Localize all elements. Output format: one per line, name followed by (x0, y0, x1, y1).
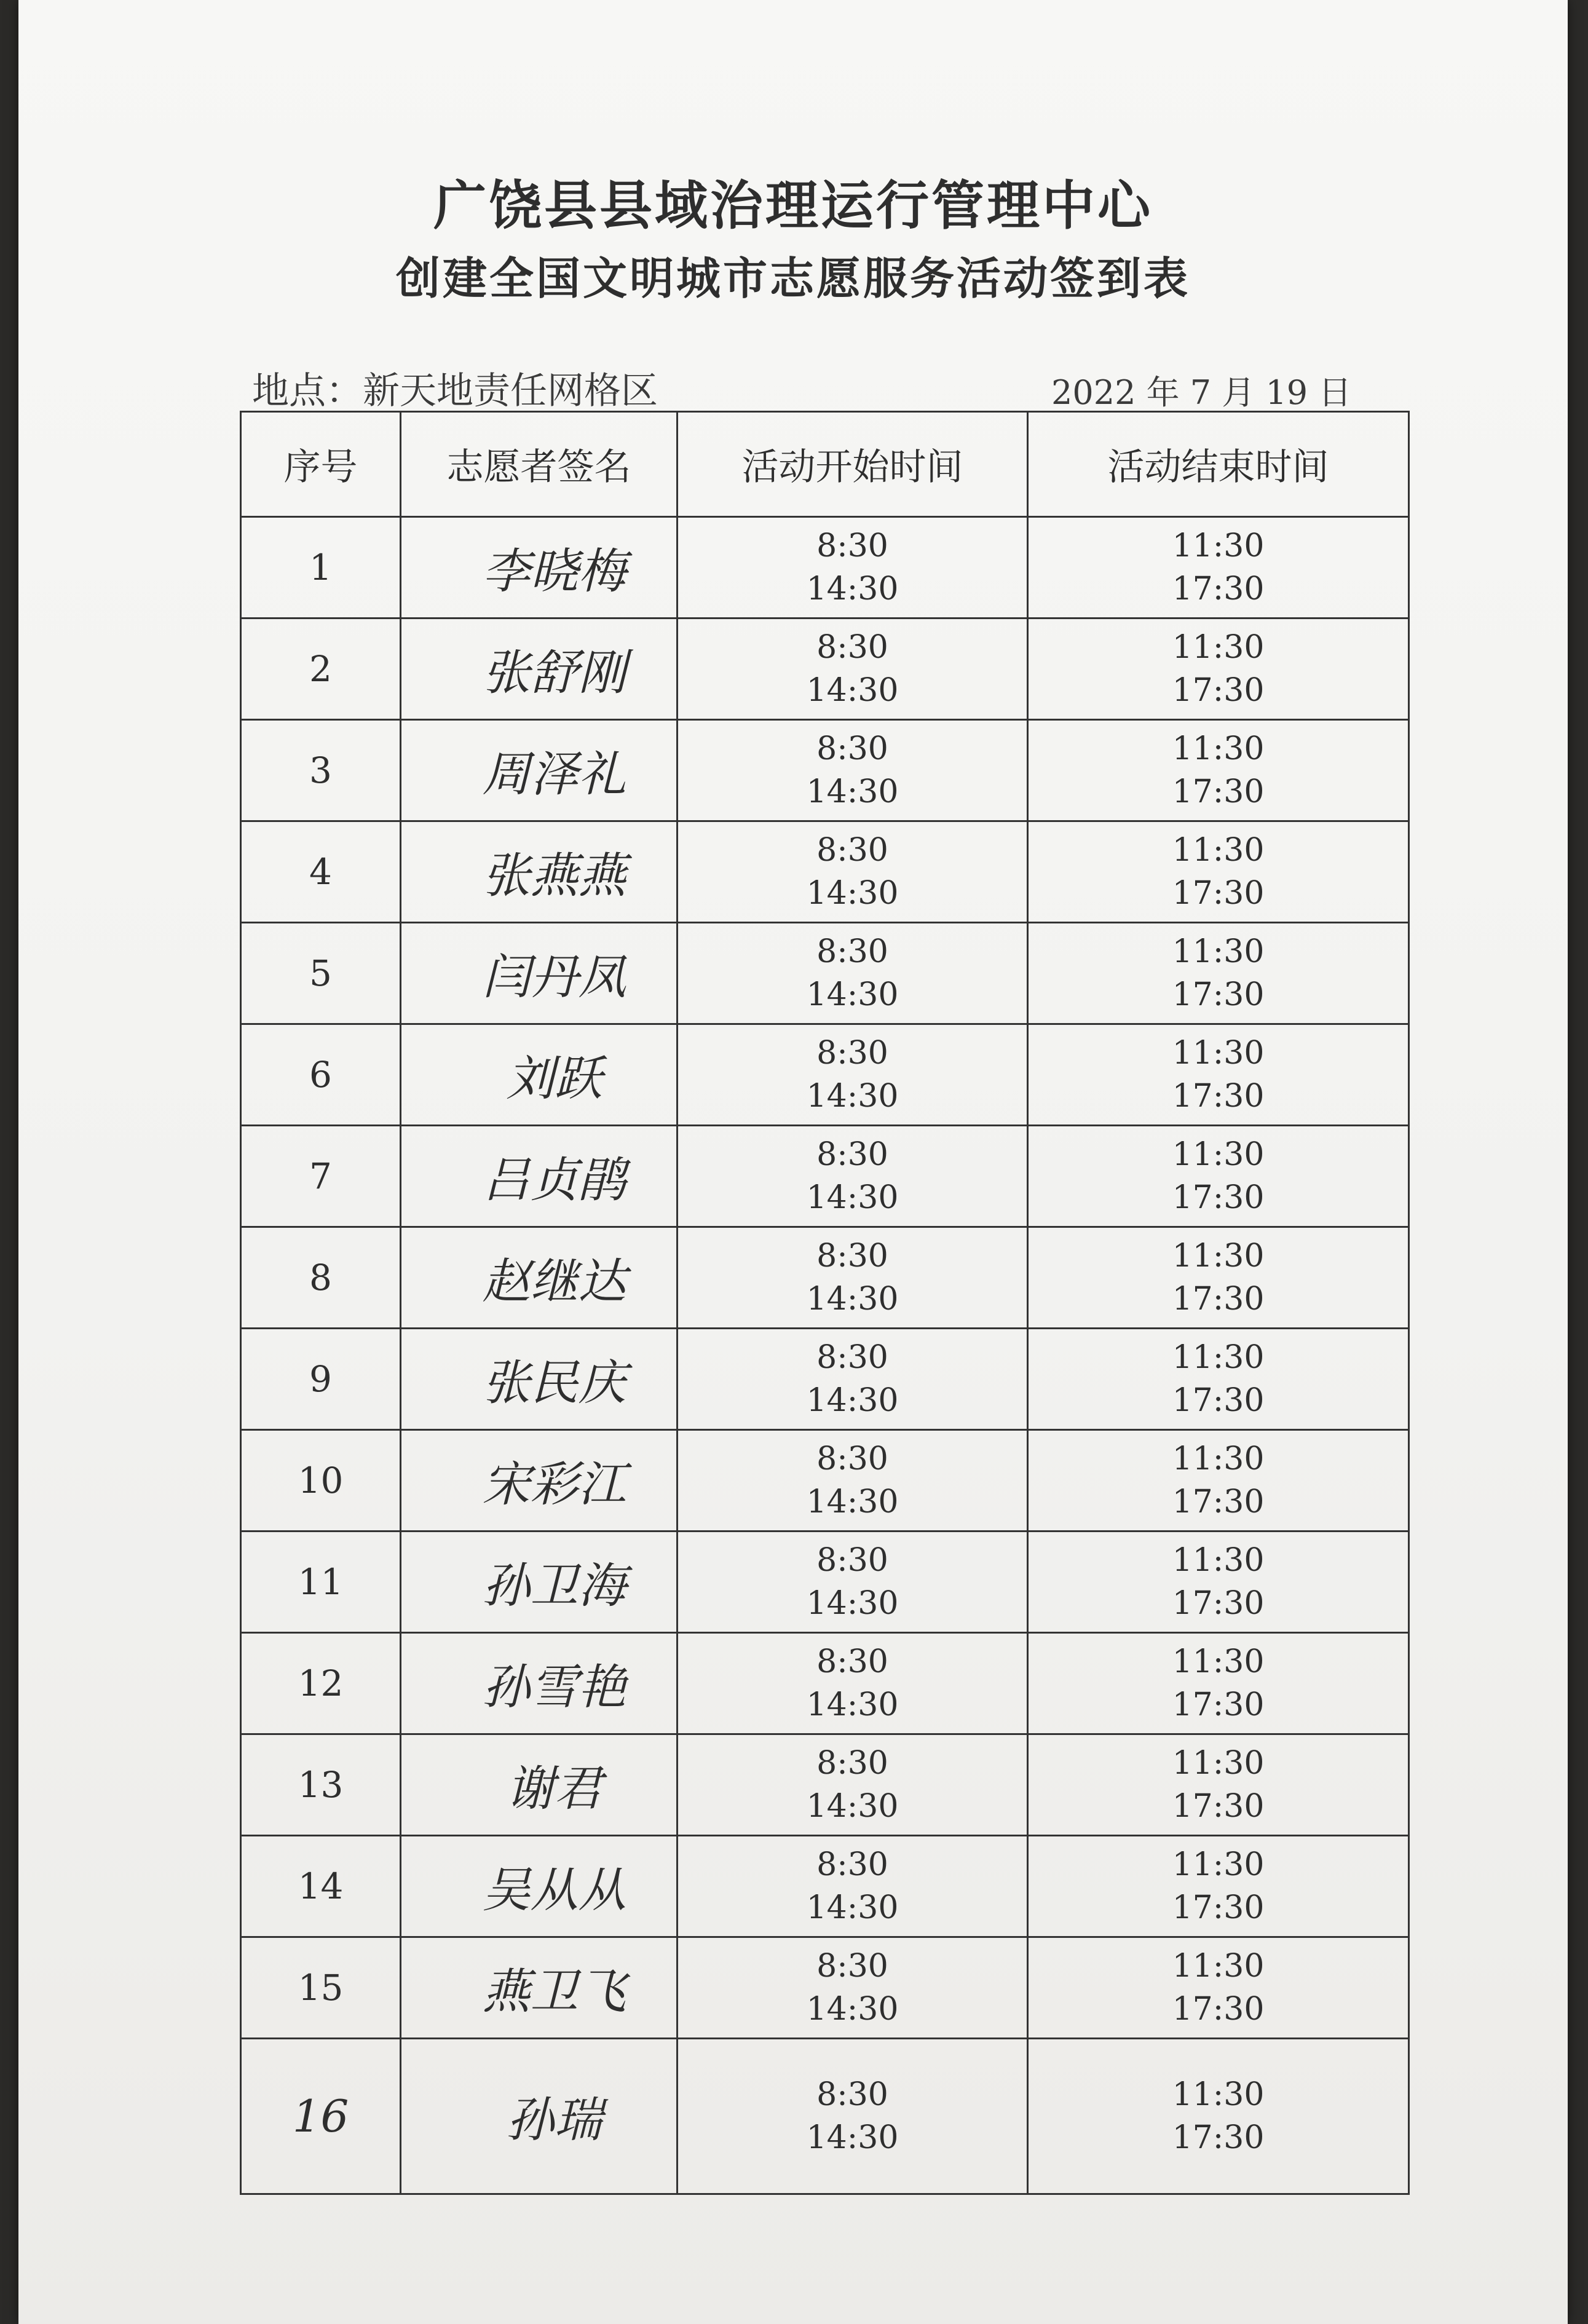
end-time-cell (1028, 2039, 1409, 2194)
end-time-afternoon: 17:30 (1172, 1788, 1265, 1825)
col-header-end-time: 活动结束时间 (1028, 412, 1409, 517)
table-row (241, 1633, 1409, 1734)
end-time-cell (1028, 1126, 1409, 1227)
row-number: 11 (241, 1532, 401, 1633)
start-time-cell (677, 923, 1028, 1024)
col-header-number: 序号 (241, 412, 401, 517)
volunteer-signature: 刘跃 (401, 1024, 677, 1126)
row-number: 5 (241, 923, 401, 1024)
start-time-cell (677, 517, 1028, 619)
end-time-afternoon: 17:30 (1172, 571, 1265, 607)
end-time-morning: 11:30 (1172, 933, 1265, 970)
volunteer-signature: 张燕燕 (401, 821, 677, 923)
start-time-afternoon: 14:30 (806, 1078, 899, 1115)
row-number: 15 (241, 1937, 401, 2039)
start-time-morning: 8:30 (816, 1035, 888, 1072)
start-time-cell (677, 1734, 1028, 1836)
table-row (241, 1329, 1409, 1430)
end-time-afternoon: 17:30 (1172, 1585, 1265, 1622)
row-number: 12 (241, 1633, 401, 1734)
end-time-afternoon: 17:30 (1172, 1078, 1265, 1115)
row-number: 13 (241, 1734, 401, 1836)
start-time-afternoon: 14:30 (806, 1991, 899, 2028)
row-number: 4 (241, 821, 401, 923)
volunteer-signature: 谢君 (401, 1734, 677, 1836)
volunteer-signature: 吕贞鹃 (401, 1126, 677, 1227)
col-header-start-time: 活动开始时间 (677, 412, 1028, 517)
table-row (241, 1024, 1409, 1126)
table-row (241, 1836, 1409, 1937)
start-time-cell (677, 2039, 1028, 2194)
row-number: 1 (241, 517, 401, 619)
row-number: 14 (241, 1836, 401, 1937)
document-title: 广饶县县域治理运行管理中心 (433, 175, 1153, 237)
start-time-cell (677, 1329, 1028, 1430)
start-time-afternoon: 14:30 (806, 1179, 899, 1216)
volunteer-signature: 燕卫飞 (401, 1937, 677, 2039)
end-time-morning: 11:30 (1172, 730, 1265, 767)
row-number: 8 (241, 1227, 401, 1329)
start-time-cell (677, 1227, 1028, 1329)
start-time-morning: 8:30 (816, 1948, 888, 1985)
start-time-cell (677, 1024, 1028, 1126)
start-time-morning: 8:30 (816, 1846, 888, 1883)
start-time-afternoon: 14:30 (806, 1281, 899, 1318)
volunteer-signature: 宋彩江 (401, 1430, 677, 1532)
table-body (241, 517, 1409, 2194)
start-time-afternoon: 14:30 (806, 1382, 899, 1419)
volunteer-signature: 吴从从 (401, 1836, 677, 1937)
start-time-cell (677, 1126, 1028, 1227)
end-time-afternoon: 17:30 (1172, 2119, 1265, 2156)
table-row (241, 1227, 1409, 1329)
start-time-cell (677, 1633, 1028, 1734)
start-time-afternoon: 14:30 (806, 2119, 899, 2156)
end-time-cell (1028, 1937, 1409, 2039)
end-time-morning: 11:30 (1172, 2076, 1265, 2113)
end-time-morning: 11:30 (1172, 1745, 1265, 1782)
end-time-morning: 11:30 (1172, 1643, 1265, 1680)
end-time-afternoon: 17:30 (1172, 1281, 1265, 1318)
volunteer-signature: 孙瑞 (401, 2039, 677, 2194)
end-time-cell (1028, 821, 1409, 923)
end-time-morning: 11:30 (1172, 1136, 1265, 1173)
volunteer-signature: 张舒刚 (401, 619, 677, 720)
start-time-afternoon: 14:30 (806, 1686, 899, 1723)
start-time-morning: 8:30 (816, 730, 888, 767)
start-time-cell (677, 1836, 1028, 1937)
start-time-morning: 8:30 (816, 1441, 888, 1477)
row-number: 6 (241, 1024, 401, 1126)
end-time-cell (1028, 1836, 1409, 1937)
start-time-afternoon: 14:30 (806, 1788, 899, 1825)
start-time-cell (677, 720, 1028, 821)
table-row (241, 720, 1409, 821)
end-time-afternoon: 17:30 (1172, 875, 1265, 912)
end-time-cell (1028, 1430, 1409, 1532)
end-time-cell (1028, 1633, 1409, 1734)
start-time-cell (677, 1532, 1028, 1633)
table-row (241, 821, 1409, 923)
volunteer-signature: 孙雪艳 (401, 1633, 677, 1734)
start-time-morning: 8:30 (816, 1643, 888, 1680)
start-time-afternoon: 14:30 (806, 571, 899, 607)
location-label: 地点：新天地责任网格区 (252, 370, 658, 413)
end-time-afternoon: 17:30 (1172, 1484, 1265, 1520)
end-time-afternoon: 17:30 (1172, 1179, 1265, 1216)
end-time-cell (1028, 1227, 1409, 1329)
end-time-morning: 11:30 (1172, 1035, 1265, 1072)
end-time-afternoon: 17:30 (1172, 976, 1265, 1013)
start-time-morning: 8:30 (816, 629, 888, 666)
date-label: 2022 年 7 月 19 日 (1051, 373, 1352, 412)
table-row (241, 1430, 1409, 1532)
table-row (241, 517, 1409, 619)
start-time-afternoon: 14:30 (806, 875, 899, 912)
end-time-afternoon: 17:30 (1172, 1686, 1265, 1723)
start-time-morning: 8:30 (816, 528, 888, 564)
row-number: 9 (241, 1329, 401, 1430)
end-time-morning: 11:30 (1172, 528, 1265, 564)
sign-in-table (240, 411, 1410, 2195)
end-time-cell (1028, 923, 1409, 1024)
start-time-afternoon: 14:30 (806, 773, 899, 810)
volunteer-signature: 闫丹凤 (401, 923, 677, 1024)
row-number: 10 (241, 1430, 401, 1532)
start-time-morning: 8:30 (816, 1745, 888, 1782)
end-time-morning: 11:30 (1172, 1441, 1265, 1477)
volunteer-signature: 李晓梅 (401, 517, 677, 619)
end-time-cell (1028, 1532, 1409, 1633)
row-number: 16 (241, 2039, 401, 2194)
row-number: 2 (241, 619, 401, 720)
table-row (241, 1532, 1409, 1633)
start-time-morning: 8:30 (816, 1339, 888, 1376)
volunteer-signature: 赵继达 (401, 1227, 677, 1329)
end-time-cell (1028, 619, 1409, 720)
table-row (241, 1937, 1409, 2039)
document-subtitle: 创建全国文明城市志愿服务活动签到表 (395, 252, 1190, 304)
end-time-cell (1028, 1734, 1409, 1836)
table-header-row (241, 412, 1409, 517)
start-time-morning: 8:30 (816, 1136, 888, 1173)
start-time-afternoon: 14:30 (806, 1889, 899, 1926)
end-time-morning: 11:30 (1172, 1542, 1265, 1579)
start-time-morning: 8:30 (816, 1238, 888, 1275)
start-time-morning: 8:30 (816, 1542, 888, 1579)
volunteer-signature: 张民庆 (401, 1329, 677, 1430)
table-row (241, 2039, 1409, 2194)
start-time-cell (677, 821, 1028, 923)
start-time-morning: 8:30 (816, 832, 888, 869)
start-time-cell (677, 619, 1028, 720)
table-row (241, 1734, 1409, 1836)
end-time-cell (1028, 1024, 1409, 1126)
end-time-cell (1028, 1329, 1409, 1430)
start-time-morning: 8:30 (816, 2076, 888, 2113)
start-time-afternoon: 14:30 (806, 672, 899, 709)
end-time-afternoon: 17:30 (1172, 1991, 1265, 2028)
start-time-afternoon: 14:30 (806, 1585, 899, 1622)
end-time-morning: 11:30 (1172, 1846, 1265, 1883)
row-number: 3 (241, 720, 401, 821)
end-time-morning: 11:30 (1172, 1238, 1265, 1275)
end-time-morning: 11:30 (1172, 1339, 1265, 1376)
start-time-afternoon: 14:30 (806, 976, 899, 1013)
end-time-afternoon: 17:30 (1172, 672, 1265, 709)
end-time-morning: 11:30 (1172, 1948, 1265, 1985)
start-time-morning: 8:30 (816, 933, 888, 970)
table-row (241, 1126, 1409, 1227)
paper-sheet (18, 0, 1568, 2324)
end-time-morning: 11:30 (1172, 832, 1265, 869)
start-time-cell (677, 1937, 1028, 2039)
start-time-cell (677, 1430, 1028, 1532)
volunteer-signature: 周泽礼 (401, 720, 677, 821)
end-time-afternoon: 17:30 (1172, 1889, 1265, 1926)
end-time-morning: 11:30 (1172, 629, 1265, 666)
volunteer-signature: 孙卫海 (401, 1532, 677, 1633)
start-time-afternoon: 14:30 (806, 1484, 899, 1520)
end-time-afternoon: 17:30 (1172, 1382, 1265, 1419)
end-time-cell (1028, 720, 1409, 821)
table-row (241, 923, 1409, 1024)
row-number: 7 (241, 1126, 401, 1227)
table-row (241, 619, 1409, 720)
end-time-afternoon: 17:30 (1172, 773, 1265, 810)
end-time-cell (1028, 517, 1409, 619)
col-header-signature: 志愿者签名 (401, 412, 677, 517)
